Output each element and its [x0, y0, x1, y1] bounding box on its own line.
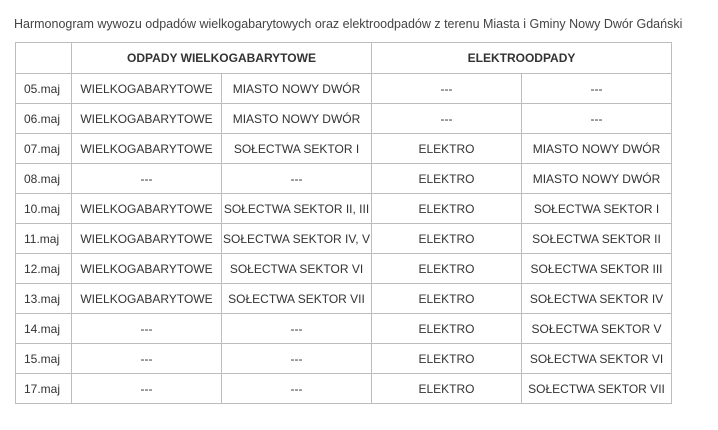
cell-bulky-area: SOŁECTWA SEKTOR II, III [222, 194, 372, 224]
cell-date: 11.maj [16, 224, 72, 254]
cell-electro-type: ELEKTRO [372, 134, 522, 164]
cell-electro-area: SOŁECTWA SEKTOR VII [522, 374, 672, 404]
cell-electro-area: --- [522, 74, 672, 104]
cell-electro-type: ELEKTRO [372, 224, 522, 254]
cell-electro-type: ELEKTRO [372, 314, 522, 344]
cell-electro-type: --- [372, 74, 522, 104]
cell-electro-type: ELEKTRO [372, 254, 522, 284]
cell-electro-type: ELEKTRO [372, 164, 522, 194]
cell-electro-area: SOŁECTWA SEKTOR II [522, 224, 672, 254]
cell-electro-area: SOŁECTWA SEKTOR I [522, 194, 672, 224]
cell-electro-area: SOŁECTWA SEKTOR VI [522, 344, 672, 374]
cell-bulky-type: --- [72, 374, 222, 404]
cell-bulky-type: WIELKOGABARYTOWE [72, 74, 222, 104]
table-row [16, 224, 672, 254]
cell-bulky-area: --- [222, 164, 372, 194]
cell-electro-type: --- [372, 104, 522, 134]
cell-electro-type: ELEKTRO [372, 194, 522, 224]
cell-bulky-area: SOŁECTWA SEKTOR IV, V [222, 224, 372, 254]
cell-date: 06.maj [16, 104, 72, 134]
cell-bulky-type: WIELKOGABARYTOWE [72, 224, 222, 254]
table-row [16, 254, 672, 284]
cell-electro-area: --- [522, 104, 672, 134]
cell-bulky-type: WIELKOGABARYTOWE [72, 134, 222, 164]
cell-bulky-area: MIASTO NOWY DWÓR [222, 104, 372, 134]
cell-bulky-area: --- [222, 374, 372, 404]
table-row [16, 374, 672, 404]
table-row [16, 194, 672, 224]
cell-date: 08.maj [16, 164, 72, 194]
cell-date: 14.maj [16, 314, 72, 344]
cell-bulky-area: SOŁECTWA SEKTOR VII [222, 284, 372, 314]
cell-date: 15.maj [16, 344, 72, 374]
cell-bulky-type: --- [72, 314, 222, 344]
cell-electro-type: ELEKTRO [372, 284, 522, 314]
cell-electro-area: SOŁECTWA SEKTOR IV [522, 284, 672, 314]
cell-date: 12.maj [16, 254, 72, 284]
table-row [16, 284, 672, 314]
cell-date: 17.maj [16, 374, 72, 404]
header-row [16, 43, 672, 74]
cell-bulky-type: WIELKOGABARYTOWE [72, 254, 222, 284]
cell-bulky-area: SOŁECTWA SEKTOR VI [222, 254, 372, 284]
cell-bulky-area: MIASTO NOWY DWÓR [222, 74, 372, 104]
cell-bulky-type: WIELKOGABARYTOWE [72, 104, 222, 134]
table-row [16, 314, 672, 344]
cell-electro-area: MIASTO NOWY DWÓR [522, 164, 672, 194]
table-row [16, 74, 672, 104]
cell-bulky-area: --- [222, 344, 372, 374]
table-row [16, 104, 672, 134]
page-caption: Harmonogram wywozu odpadów wielkogabarytowych oraz elektroodpadów z terenu Miasta i Gminy Nowy Dwór Gdański [14, 17, 683, 31]
cell-electro-area: SOŁECTWA SEKTOR III [522, 254, 672, 284]
cell-bulky-type: --- [72, 344, 222, 374]
cell-electro-area: SOŁECTWA SEKTOR V [522, 314, 672, 344]
schedule-body [16, 74, 672, 404]
cell-electro-type: ELEKTRO [372, 344, 522, 374]
header-electro-waste: ELEKTROODPADY [372, 43, 672, 74]
cell-bulky-area: --- [222, 314, 372, 344]
table-row [16, 134, 672, 164]
header-date [16, 43, 72, 74]
cell-electro-type: ELEKTRO [372, 374, 522, 404]
schedule-table [15, 42, 672, 404]
table-row [16, 344, 672, 374]
table-row [16, 164, 672, 194]
cell-bulky-type: WIELKOGABARYTOWE [72, 194, 222, 224]
cell-date: 10.maj [16, 194, 72, 224]
cell-electro-area: MIASTO NOWY DWÓR [522, 134, 672, 164]
cell-date: 07.maj [16, 134, 72, 164]
cell-bulky-type: --- [72, 164, 222, 194]
cell-bulky-area: SOŁECTWA SEKTOR I [222, 134, 372, 164]
cell-date: 13.maj [16, 284, 72, 314]
cell-bulky-type: WIELKOGABARYTOWE [72, 284, 222, 314]
header-bulky-waste: ODPADY WIELKOGABARYTOWE [72, 43, 372, 74]
cell-date: 05.maj [16, 74, 72, 104]
